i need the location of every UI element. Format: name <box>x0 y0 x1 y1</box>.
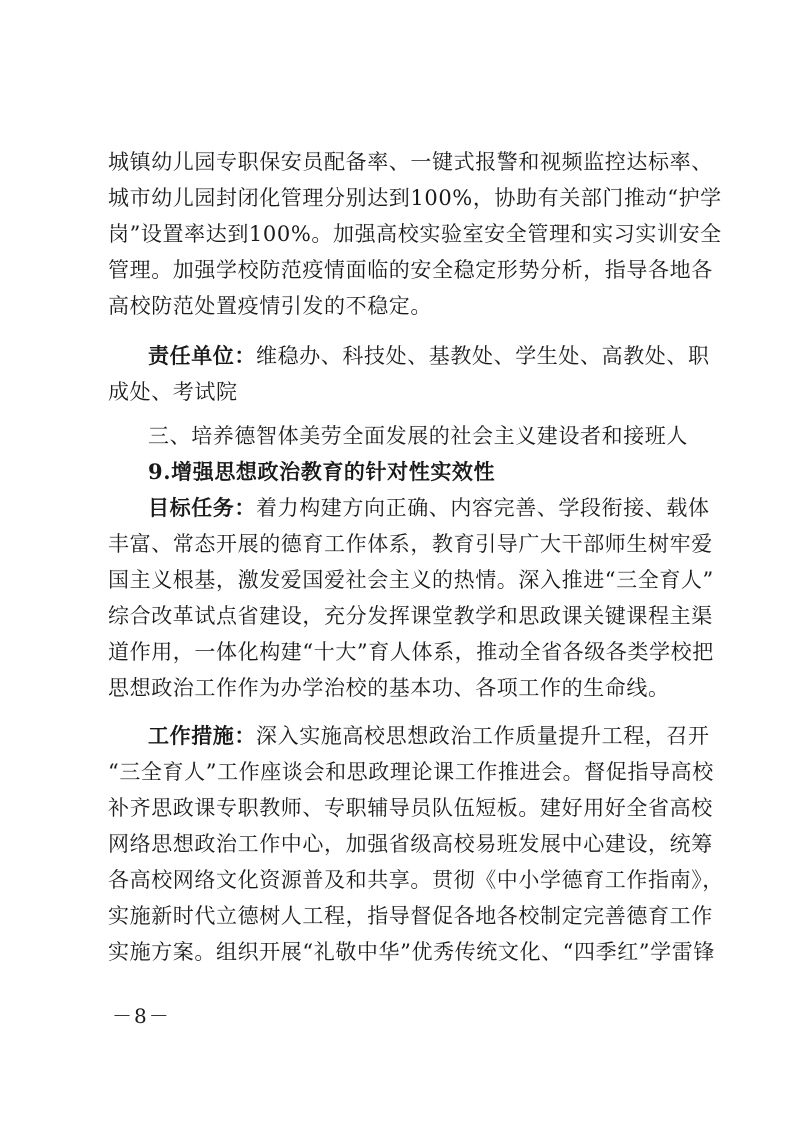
measures-line: 各高校网络文化资源普及和共享。贯彻《中小学德育工作指南》， <box>108 868 724 892</box>
page-number: －8－ <box>112 1004 171 1028</box>
responsibility-line <box>148 338 710 374</box>
goal-line: 综合改革试点省建设，充分发挥课堂教学和思政课关键课程主渠 <box>108 604 713 628</box>
body-line: 城市幼儿园封闭化管理分别达到100%，协助有关部门推动“护学 <box>108 186 722 210</box>
body-line: 高校防范处置疫情引发的不稳定。 <box>108 294 432 318</box>
goal-line: 道作用，一体化构建“十大”育人体系，推动全省各级各类学校把 <box>108 640 714 664</box>
sub-heading: 9.增强思想政治教育的针对性实效性 <box>148 459 496 484</box>
goal-line: 国主义根基，激发爱国爱社会主义的热情。深入推进“三全育人” <box>108 568 714 592</box>
measures-line: 补齐思政课专职教师、专职辅导员队伍短板。建好用好全省高校 <box>108 796 713 820</box>
goal-line: 丰富、常态开展的德育工作体系，教育引导广大干部师生树牢爱 <box>108 532 713 556</box>
measures-line: 网络思想政治工作中心，加强省级高校易班发展中心建设，统筹 <box>108 832 713 856</box>
responsibility-label: 责任单位： <box>148 344 256 368</box>
measures-label: 工作措施： <box>148 724 256 748</box>
measures-line: 实施新时代立德树人工程，指导督促各地各校制定完善德育工作 <box>108 904 713 928</box>
body-line: 岗”设置率达到100%。加强高校实验室安全管理和实习实训安全 <box>108 222 722 246</box>
goal-label: 目标任务： <box>148 496 256 520</box>
responsibility-text: 维稳办、科技处、基教处、学生处、高教处、职 <box>256 344 710 368</box>
goal-text: 着力构建方向正确、内容完善、学段衔接、载体 <box>256 496 710 520</box>
goal-line: 思想政治工作作为办学治校的基本功、各项工作的生命线。 <box>108 676 670 700</box>
body-line: 管理。加强学校防范疫情面临的安全稳定形势分析，指导各地各 <box>108 258 713 282</box>
goal-line <box>148 490 710 526</box>
section-heading: 三、培养德智体美劳全面发展的社会主义建设者和接班人 <box>148 424 688 448</box>
measures-line <box>148 718 710 754</box>
body-line: 城镇幼儿园专职保安员配备率、一键式报警和视频监控达标率、 <box>108 150 713 174</box>
measures-line: 实施方案。组织开展“礼敬中华”优秀传统文化、“四季红”学雷锋 <box>108 940 715 964</box>
responsibility-line-2: 成处、考试院 <box>108 380 238 404</box>
measures-line: “三全育人”工作座谈会和思政理论课工作推进会。督促指导高校 <box>108 760 714 784</box>
measures-text: 深入实施高校思想政治工作质量提升工程，召开 <box>256 724 710 748</box>
